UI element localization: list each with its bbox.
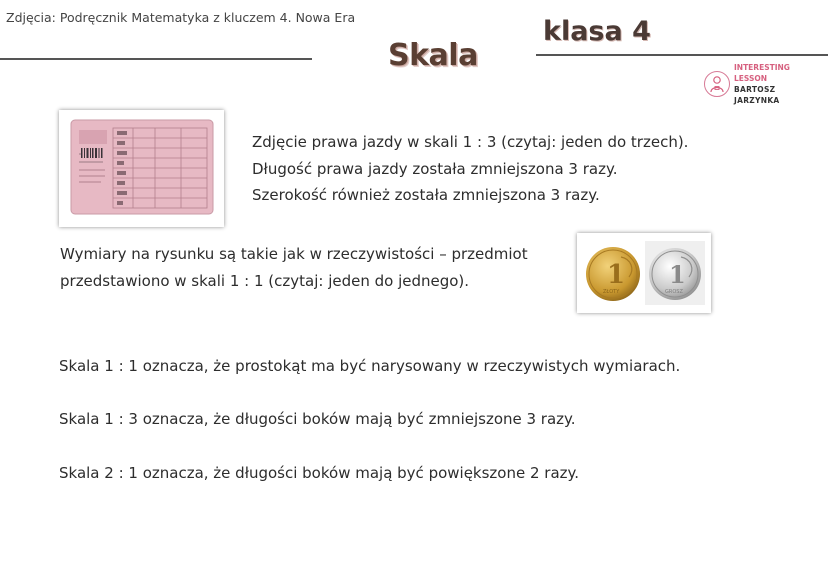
teacher-icon (704, 71, 730, 97)
header-rule-right (536, 54, 828, 56)
coins-description (60, 241, 528, 294)
grade-label: klasa 4 (543, 16, 651, 47)
scale-statement-1-1: Skala 1 : 1 oznacza, że prostokąt ma być narysowany w rzeczywistych wymiarach. (59, 357, 681, 375)
coins-line-2: przedstawiono w skali 1 : 1 (czytaj: jeden do jednego). (60, 271, 470, 290)
logo-line-1: INTERESTING LESSON (734, 63, 790, 83)
source-caption: Zdjęcia: Podręcznik Matematyka z kluczem 4. Nowa Era (6, 10, 356, 25)
logo-line-2: BARTOSZ JARZYNKA (734, 85, 780, 105)
page-title: Skala (388, 38, 478, 73)
coins-image (577, 233, 711, 313)
license-line-1: Zdjęcie prawa jazdy w skali 1 : 3 (czytaj: jeden do trzech). (252, 133, 689, 151)
driving-license-photo (59, 110, 224, 227)
svg-text:1: 1 (669, 260, 686, 289)
coins-line-1: Wymiary na rysunku są takie jak w rzeczywistości – przedmiot (60, 245, 528, 263)
license-line-2: Długość prawa jazdy została zmniejszona 3 razy. (252, 159, 618, 178)
svg-text:ZŁOTY: ZŁOTY (603, 289, 620, 295)
scale-statement-1-3: Skala 1 : 3 oznacza, że długości boków mają być zmniejszone 3 razy. (59, 410, 576, 428)
svg-text:1: 1 (607, 260, 626, 290)
brand-logo (704, 63, 822, 105)
scale-statement-2-1: Skala 2 : 1 oznacza, że długości boków mają być powiększone 2 razy. (59, 464, 580, 482)
license-line-3: Szerokość również została zmniejszona 3 razy. (252, 186, 600, 204)
license-description (252, 129, 688, 209)
header-rule-left (0, 58, 312, 60)
driving-license-image (59, 110, 224, 227)
coins-photo (577, 233, 711, 313)
svg-text:GROSZ: GROSZ (665, 289, 683, 295)
